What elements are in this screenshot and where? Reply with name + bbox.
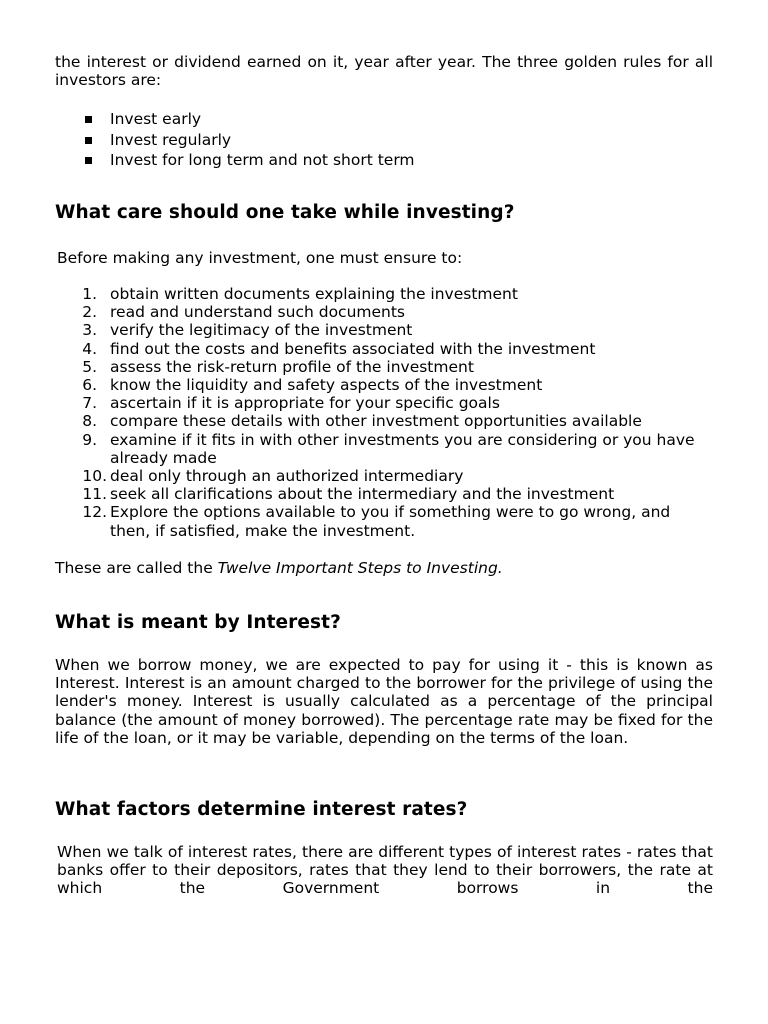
square-bullet-icon (85, 157, 92, 164)
step-number: 7. (82, 394, 97, 413)
list-item (0, 303, 714, 321)
step-text: verify the legitimacy of the investment (110, 321, 413, 340)
list-item (0, 109, 700, 130)
step-text: find out the costs and benefits associated with the investment (110, 339, 596, 358)
list-item-text: Invest early (110, 110, 202, 128)
list-item (0, 340, 714, 358)
list-item (0, 150, 700, 171)
list-item (0, 130, 700, 151)
step-number: 6. (82, 376, 97, 395)
care-lead-paragraph: Before making any investment, one must ensure to: (57, 249, 463, 267)
square-bullet-icon (85, 116, 92, 123)
golden-rules-list (0, 109, 700, 171)
step-text: know the liquidity and safety aspects of the investment (110, 376, 543, 395)
step-text: ascertain if it is appropriate for your specific goals (110, 394, 500, 413)
step-text: assess the risk-return profile of the investment (110, 357, 474, 376)
step-text: read and understand such documents (110, 303, 406, 322)
intro-paragraph: the interest or dividend earned on it, year after year. The three golden rules for all investors are: (55, 53, 713, 90)
rates-paragraph: When we talk of interest rates, there are different types of interest rates - rates that banks offer to their depositors, rates that they lend to their borrowers, the rate at which the Government borrows in the (57, 843, 713, 898)
list-item (0, 467, 714, 485)
closing-prefix: These are called the (55, 559, 218, 577)
steps-closing-paragraph (55, 559, 713, 577)
step-number: 5. (82, 357, 97, 376)
section-heading-interest: What is meant by Interest? (55, 612, 341, 633)
step-number: 10. (82, 467, 107, 486)
list-item (0, 431, 714, 467)
step-number: 2. (82, 303, 97, 322)
step-number: 4. (82, 339, 97, 358)
step-number: 3. (82, 321, 97, 340)
step-text: deal only through an authorized intermediary (110, 467, 464, 486)
investment-steps-list (0, 285, 720, 540)
section-heading-care: What care should one take while investing? (55, 202, 515, 223)
list-item-text: Invest for long term and not short term (110, 151, 415, 169)
step-text: examine if it fits in with other investments you are considering or you have already made (110, 430, 695, 467)
step-number: 9. (82, 430, 97, 449)
step-text: obtain written documents explaining the investment (110, 285, 518, 303)
section-heading-rates: What factors determine interest rates? (55, 799, 468, 820)
list-item (0, 358, 714, 376)
list-item-text: Invest regularly (110, 130, 232, 149)
list-item (0, 376, 714, 394)
step-number: 8. (82, 412, 97, 431)
list-item (0, 394, 714, 412)
step-text: Explore the options available to you if something were to go wrong, and then, if satisfied, make the investment. (110, 503, 671, 540)
square-bullet-icon (85, 137, 92, 144)
step-text: compare these details with other investment opportunities available (110, 412, 642, 431)
step-number: 11. (82, 485, 107, 504)
step-number: 12. (82, 503, 107, 522)
step-number: 1. (82, 285, 97, 303)
list-item (0, 485, 714, 503)
list-item (0, 285, 714, 303)
list-item (0, 412, 714, 430)
interest-paragraph: When we borrow money, we are expected to pay for using it - this is known as Interest. Interest is an amount charged to the borrower for the privilege of using the lender's money. Interest is usually calculated as a percentage of the principal balance (the amount of money borrowed). The percentage rate may be fixed for the life of the loan, or it may be variable, depending on the terms of the loan. (55, 656, 713, 747)
list-item (0, 321, 714, 339)
list-item (0, 503, 714, 539)
step-text: seek all clarifications about the intermediary and the investment (110, 485, 615, 504)
closing-italic-title: Twelve Important Steps to Investing. (217, 559, 503, 577)
